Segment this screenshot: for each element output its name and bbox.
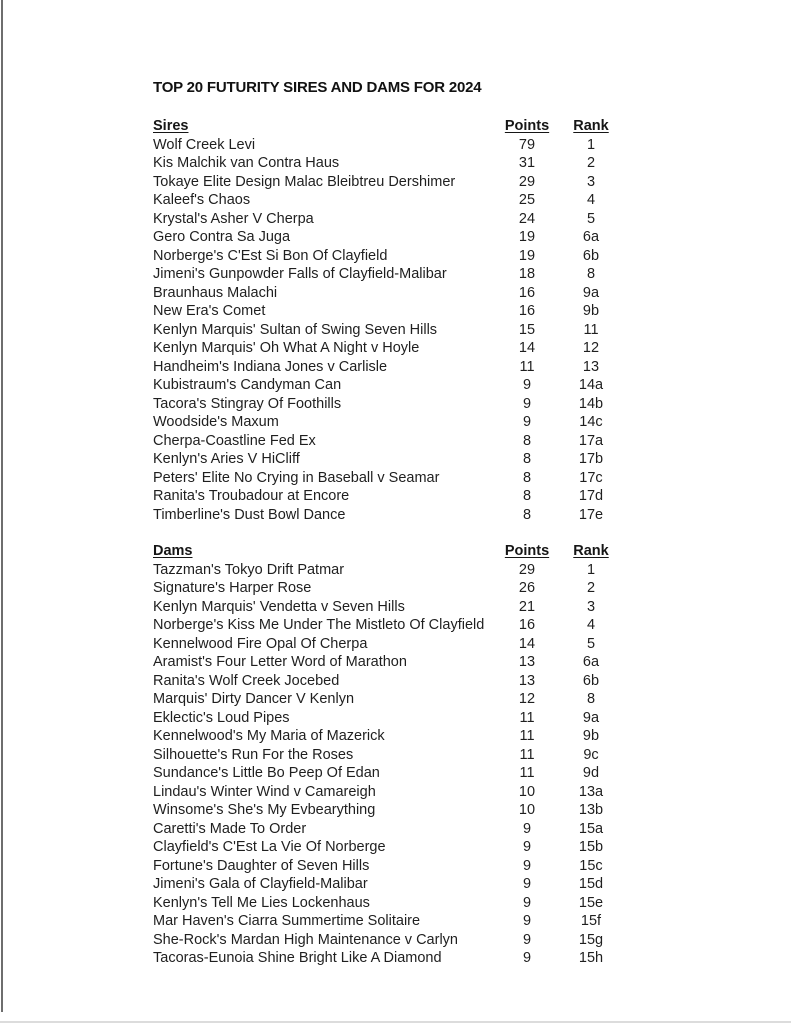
entry-rank: 1 [586,561,596,578]
entry-name: Kenlyn Marquis' Oh What A Night v Hoyle [153,340,420,356]
entry-points: 29 [518,173,536,190]
entry-rank: 17d [578,488,604,504]
entry-rank: 3 [586,173,596,190]
entry-name: Winsome's She's My Evbearything [153,802,376,818]
entry-name: Kubistraum's Candyman Can [153,377,342,393]
table-row [153,228,633,247]
table-row [153,912,633,931]
table-header-row [153,117,633,136]
table-row [153,376,633,395]
table-row [153,210,633,229]
entry-rank: 9b [582,303,600,319]
table-row [153,413,633,432]
scan-left-edge-line [1,0,3,1012]
entry-points: 11 [519,709,535,726]
table-row [153,709,633,728]
table-rows [153,561,633,968]
entry-rank: 14b [578,395,604,412]
entry-points: 13 [518,654,536,670]
entry-name: Norberge's C'Est Si Bon Of Clayfield [153,247,388,264]
table-row [153,487,633,506]
entry-rank: 6a [582,229,600,245]
entry-name: Signature's Harper Rose [153,580,312,596]
entry-points: 14 [518,340,536,356]
entry-points: 19 [518,229,536,245]
table-row [153,450,633,469]
entry-points: 15 [518,321,536,338]
table-row [153,506,633,525]
entry-points: 19 [518,247,536,264]
page-title: TOP 20 FUTURITY SIRES AND DAMS FOR 2024 [153,79,482,96]
entry-points: 11 [519,358,535,375]
entry-rank: 13 [582,358,600,375]
entry-points: 16 [518,284,536,301]
entry-rank: 2 [586,580,596,596]
entry-points: 14 [518,635,536,652]
entry-points: 9 [522,950,532,966]
entry-name: Tokaye Elite Design Malac Bleibtreu Dershimer [153,173,456,190]
table-row [153,672,633,691]
entry-rank: 14a [578,377,604,393]
table-section [153,117,633,524]
entry-rank: 4 [586,617,596,633]
ranking-tables [153,117,633,968]
entry-rank: 3 [586,598,596,615]
entry-name: Timberline's Dust Bowl Dance [153,506,346,523]
entry-name: Fortune's Daughter of Seven Hills [153,857,370,874]
entry-rank: 15d [578,876,604,892]
table-row [153,321,633,340]
entry-name: Tacoras-Eunoia Shine Bright Like A Diamond [153,950,442,966]
table-row [153,432,633,451]
entry-points: 13 [518,672,536,689]
entry-rank: 8 [586,691,596,707]
entry-rank: 6b [582,672,600,689]
entry-rank: 17c [579,469,603,486]
entry-points: 9 [522,377,532,393]
entry-name: Krystal's Asher V Cherpa [153,210,314,227]
table-row [153,635,633,654]
entry-rank: 9b [582,728,600,744]
entry-name: Kenlyn Marquis' Vendetta v Seven Hills [153,598,405,615]
table-row [153,857,633,876]
entry-points: 16 [518,303,536,319]
entry-rank: 15h [578,950,604,966]
entry-points: 9 [522,395,532,412]
entry-rank: 17a [578,432,604,449]
entry-name: Silhouette's Run For the Roses [153,746,354,763]
entry-points: 9 [522,839,532,855]
table-row [153,302,633,321]
entry-name: Braunhaus Malachi [153,284,278,301]
entry-rank: 14c [579,414,603,430]
entry-points: 16 [518,617,536,633]
entry-name: Norberge's Kiss Me Under The Mistleto Of Clayfield [153,617,485,633]
entry-name: Peters' Elite No Crying in Baseball v Seamar [153,469,440,486]
entry-name: Tazzman's Tokyo Drift Patmar [153,561,345,578]
entry-name: Jimeni's Gala of Clayfield-Malibar [153,876,368,892]
entry-points: 26 [518,580,536,596]
points-column-header: Points [504,543,550,559]
entry-rank: 15a [578,820,604,837]
table-rows [153,136,633,525]
scan-bottom-edge-line [0,1021,791,1023]
entry-name: Marquis' Dirty Dancer V Kenlyn [153,691,355,707]
entry-points: 12 [518,691,536,707]
table-row [153,154,633,173]
entry-name: Kaleef's Chaos [153,192,251,208]
entry-rank: 12 [582,340,600,356]
entry-rank: 2 [586,155,596,171]
table-row [153,173,633,192]
entry-name: Lindau's Winter Wind v Camareigh [153,783,376,800]
entry-rank: 9a [582,284,600,301]
entry-name: Ranita's Wolf Creek Jocebed [153,672,340,689]
entry-points: 8 [522,432,532,449]
entry-rank: 9a [582,709,600,726]
entry-rank: 15b [578,839,604,855]
entry-name: New Era's Comet [153,303,266,319]
table-row [153,949,633,968]
entry-points: 11 [519,728,535,744]
section-heading: Sires [153,118,189,134]
entry-name: Caretti's Made To Order [153,820,307,837]
entry-points: 21 [518,598,536,615]
entry-rank: 15c [579,857,603,874]
entry-name: Woodside's Maxum [153,414,279,430]
table-row [153,764,633,783]
entry-rank: 8 [586,266,596,282]
entry-points: 8 [522,506,532,523]
table-row [153,653,633,672]
rank-column-header: Rank [573,543,609,559]
table-row [153,801,633,820]
section-heading: Dams [153,543,193,559]
points-column-header: Points [504,118,550,134]
entry-rank: 15e [578,894,604,911]
entry-points: 9 [522,414,532,430]
entry-name: Kennelwood's My Maria of Mazerick [153,728,385,744]
rank-column-header: Rank [573,118,609,134]
table-row [153,838,633,857]
entry-name: Handheim's Indiana Jones v Carlisle [153,358,388,375]
entry-name: Jimeni's Gunpowder Falls of Clayfield-Malibar [153,266,447,282]
entry-rank: 17e [578,506,604,523]
entry-rank: 5 [586,635,596,652]
entry-points: 8 [522,451,532,467]
entry-name: Cherpa-Coastline Fed Ex [153,432,316,449]
table-row [153,579,633,598]
entry-name: Sundance's Little Bo Peep Of Edan [153,765,380,781]
document-content [153,79,633,968]
entry-rank: 6b [582,247,600,264]
entry-points: 31 [518,155,536,171]
entry-points: 9 [522,931,532,948]
entry-name: Ranita's Troubadour at Encore [153,488,350,504]
entry-points: 11 [519,765,535,781]
entry-name: She-Rock's Mardan High Maintenance v Carlyn [153,931,458,948]
table-row [153,191,633,210]
entry-rank: 13a [578,783,604,800]
entry-points: 9 [522,913,532,929]
entry-name: Clayfield's C'Est La Vie Of Norberge [153,839,386,855]
entry-rank: 15g [578,931,604,948]
entry-name: Kennelwood Fire Opal Of Cherpa [153,635,368,652]
entry-points: 18 [518,266,536,282]
table-row [153,265,633,284]
table-row [153,339,633,358]
table-row [153,469,633,488]
entry-points: 9 [522,876,532,892]
table-row [153,875,633,894]
entry-rank: 4 [586,192,596,208]
entry-name: Eklectic's Loud Pipes [153,709,290,726]
table-row [153,395,633,414]
entry-name: Tacora's Stingray Of Foothills [153,395,342,412]
entry-rank: 9c [583,746,599,763]
table-row [153,247,633,266]
entry-rank: 1 [586,136,596,153]
entry-points: 10 [518,802,536,818]
table-row [153,746,633,765]
table-row [153,616,633,635]
entry-rank: 6a [582,654,600,670]
entry-rank: 17b [578,451,604,467]
table-row [153,820,633,839]
entry-name: Aramist's Four Letter Word of Marathon [153,654,407,670]
entry-name: Kenlyn Marquis' Sultan of Swing Seven Hills [153,321,438,338]
table-row [153,358,633,377]
table-row [153,783,633,802]
entry-points: 8 [522,488,532,504]
entry-name: Kis Malchik van Contra Haus [153,155,340,171]
entry-points: 29 [518,561,536,578]
entry-points: 10 [518,783,536,800]
entry-points: 24 [518,210,536,227]
table-row [153,136,633,155]
entry-rank: 13b [578,802,604,818]
table-row [153,561,633,580]
entry-points: 11 [519,746,535,763]
entry-rank: 15f [580,913,602,929]
table-row [153,931,633,950]
table-header-row [153,542,633,561]
entry-name: Gero Contra Sa Juga [153,229,291,245]
table-row [153,894,633,913]
entry-points: 9 [522,820,532,837]
entry-points: 9 [522,857,532,874]
entry-rank: 9d [582,765,600,781]
table-row [153,727,633,746]
entry-points: 9 [522,894,532,911]
entry-rank: 5 [586,210,596,227]
entry-points: 79 [518,136,536,153]
table-row [153,284,633,303]
table-section [153,542,633,968]
entry-name: Mar Haven's Ciarra Summertime Solitaire [153,913,421,929]
entry-name: Kenlyn's Tell Me Lies Lockenhaus [153,894,370,911]
table-row [153,690,633,709]
entry-points: 25 [518,192,536,208]
entry-points: 8 [522,469,532,486]
entry-rank: 11 [583,321,599,338]
entry-name: Kenlyn's Aries V HiCliff [153,451,300,467]
entry-name: Wolf Creek Levi [153,136,256,153]
table-row [153,598,633,617]
